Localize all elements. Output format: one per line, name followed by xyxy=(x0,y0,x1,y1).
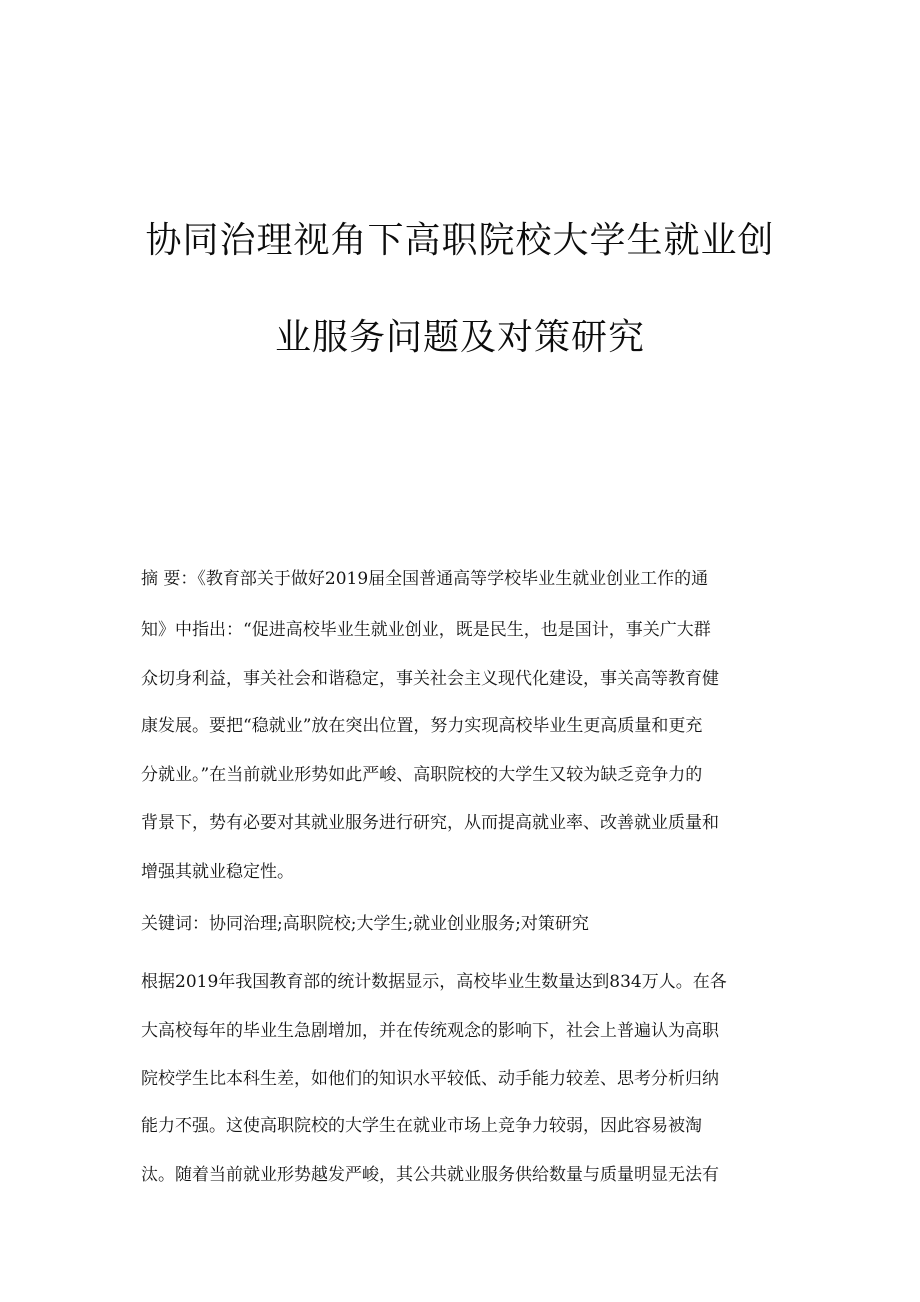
abstract-line-5: 分就业。”在当前就业形势如此严峻、高职院校的大学生又较为缺乏竞争力的 xyxy=(141,765,703,785)
body-line-2: 大高校每年的毕业生急剧增加，并在传统观念的影响下，社会上普遍认为高职 xyxy=(141,1021,719,1041)
body-line-3: 院校学生比本科生差，如他们的知识水平较低、动手能力较差、思考分析归纳 xyxy=(141,1069,719,1089)
abstract-line-6: 背景下，势有必要对其就业服务进行研究，从而提高就业率、改善就业质量和 xyxy=(141,813,719,833)
document-title-line-2: 业服务问题及对策研究 xyxy=(274,317,645,358)
keywords-line: 关键词：协同治理;高职院校;大学生;就业创业服务;对策研究 xyxy=(141,914,589,934)
body-line-4: 能力不强。这使高职院校的大学生在就业市场上竞争力较弱，因此容易被淘 xyxy=(141,1116,702,1136)
document-title-line-1: 协同治理视角下高职院校大学生就业创 xyxy=(145,220,775,261)
abstract-line-1: 摘 要：《教育部关于做好2019届全国普通高等学校毕业生就业创业工作的通 xyxy=(141,569,709,589)
abstract-line-4: 康发展。要把“稳就业”放在突出位置，努力实现高校毕业生更高质量和更充 xyxy=(141,716,703,736)
abstract-line-2: 知》中指出：“促进高校毕业生就业创业，既是民生，也是国计，事关广大群 xyxy=(141,620,711,640)
abstract-line-7: 增强其就业稳定性。 xyxy=(141,862,294,882)
body-line-1: 根据2019年我国教育部的统计数据显示，高校毕业生数量达到834万人。在各 xyxy=(141,972,727,992)
body-line-5: 汰。随着当前就业形势越发严峻，其公共就业服务供给数量与质量明显无法有 xyxy=(141,1165,719,1185)
abstract-line-3: 众切身利益，事关社会和谐稳定，事关社会主义现代化建设，事关高等教育健 xyxy=(141,669,719,689)
